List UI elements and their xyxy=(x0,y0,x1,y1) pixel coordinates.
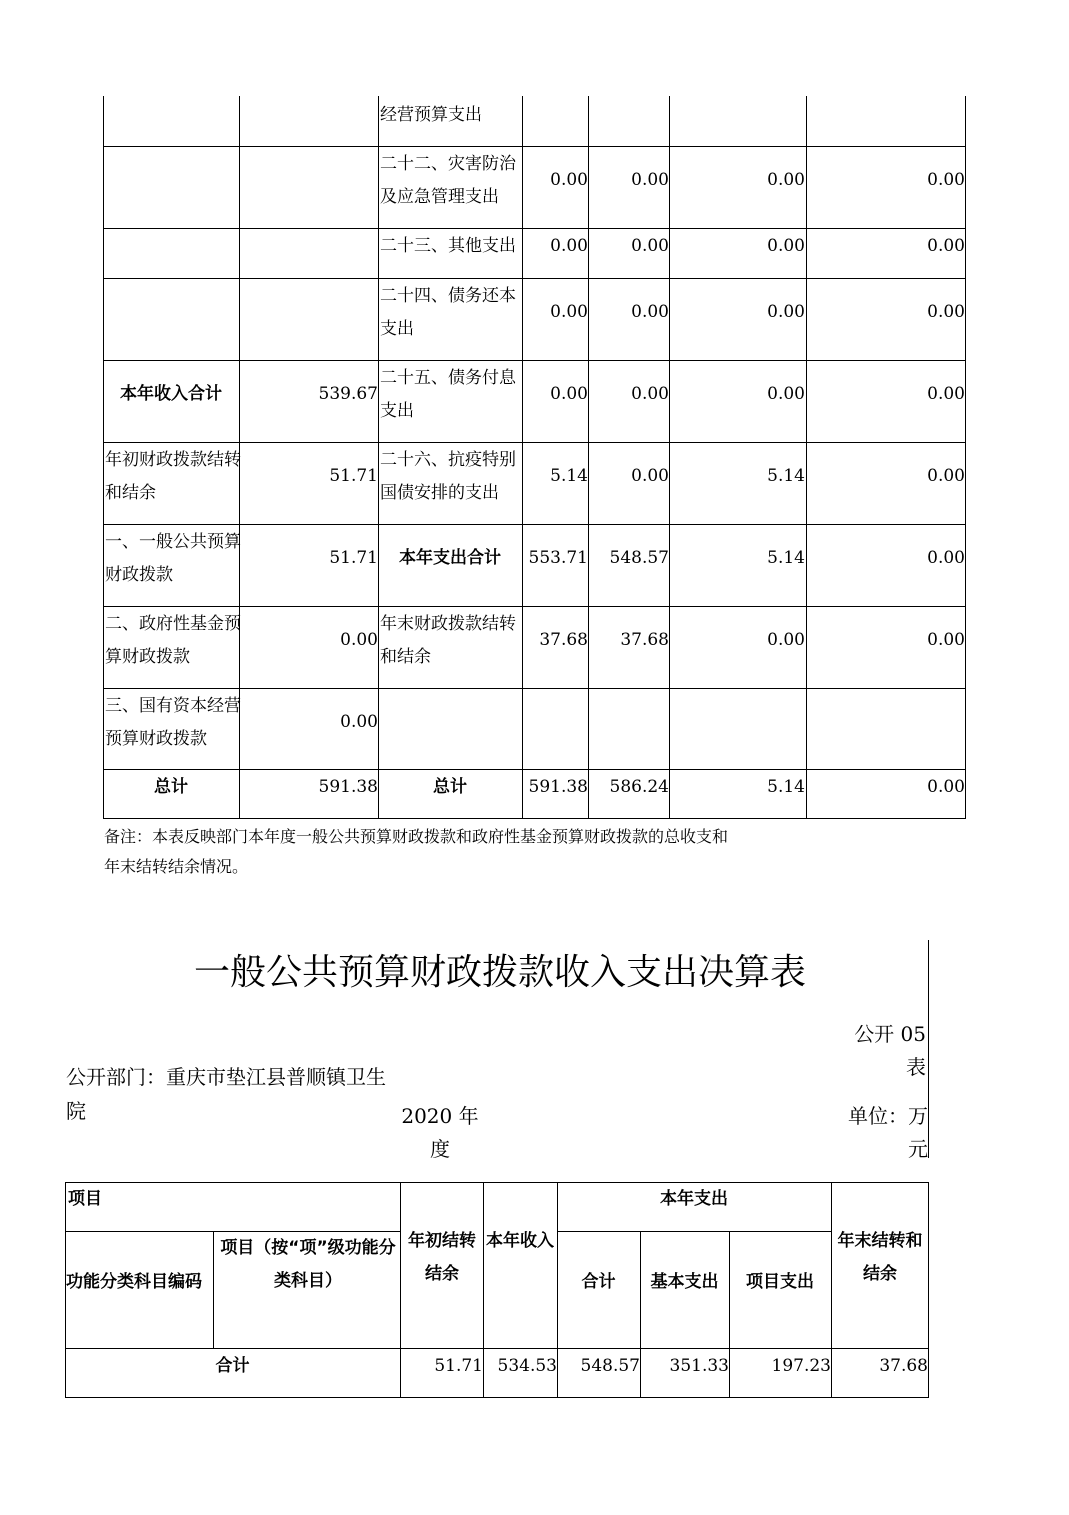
header-begin-balance: 年初结转结余 xyxy=(408,1231,476,1284)
table-cell-state: 0.00 xyxy=(927,170,965,190)
table-cell-total: 5.14 xyxy=(550,466,588,486)
table-cell-fund: 5.14 xyxy=(767,548,805,568)
table-cell-value: 51.71 xyxy=(329,466,378,486)
total-row-end: 37.68 xyxy=(879,1356,928,1376)
publishing-department: 公开部门：重庆市垫江县普顺镇卫生院 xyxy=(66,1065,386,1123)
right-margin-line xyxy=(928,940,929,1158)
header-expense-basic: 基本支出 xyxy=(650,1272,719,1292)
table-cell-state: 0.00 xyxy=(927,236,965,256)
page-title: 一般公共预算财政拨款收入支出决算表 xyxy=(193,952,806,993)
table-cell-total: 37.68 xyxy=(539,630,588,650)
table-cell-fund: 0.00 xyxy=(767,630,805,650)
table-cell-value: 0.00 xyxy=(340,630,378,650)
table-cell-value: 591.38 xyxy=(318,777,378,797)
total-row-begin: 51.71 xyxy=(434,1356,483,1376)
total-row-exp-basic: 351.33 xyxy=(669,1356,729,1376)
table-cell-item: 二十三、其他支出 xyxy=(380,236,516,256)
table-cell-total: 591.38 xyxy=(528,777,588,797)
table-cell-general: 0.00 xyxy=(631,302,669,322)
table-cell-item: 总计 xyxy=(433,777,467,797)
table-cell-general: 37.68 xyxy=(620,630,669,650)
header-expense: 本年支出 xyxy=(660,1189,728,1209)
table-cell-item: 二十六、抗疫特别国债安排的支出 xyxy=(380,450,516,503)
table-cell-state: 0.00 xyxy=(927,302,965,322)
table-cell-general: 0.00 xyxy=(631,236,669,256)
total-row-exp-total: 548.57 xyxy=(580,1356,640,1376)
table-cell-state: 0.00 xyxy=(927,466,965,486)
total-row-label: 合计 xyxy=(215,1356,250,1376)
table-cell-label: 一、一般公共预算财政拨款 xyxy=(105,532,241,585)
table-cell-label: 年初财政拨款结转和结余 xyxy=(105,450,241,503)
table-cell-total: 553.71 xyxy=(528,548,588,568)
table-cell-state: 0.00 xyxy=(927,548,965,568)
table-cell-item: 二十四、债务还本支出 xyxy=(380,286,516,339)
table-cell-item: 二十五、债务付息支出 xyxy=(380,368,516,421)
table-cell-item: 经营预算支出 xyxy=(380,105,482,125)
table-cell-item: 本年支出合计 xyxy=(399,548,501,568)
table-note xyxy=(104,822,728,882)
table-cell-value: 539.67 xyxy=(318,384,378,404)
table-cell-label: 本年收入合计 xyxy=(120,384,222,404)
header-func-code: 功能分类科目编码 xyxy=(66,1272,202,1292)
table-cell-fund: 0.00 xyxy=(767,236,805,256)
header-income: 本年收入 xyxy=(486,1231,554,1251)
table-cell-item: 年末财政拨款结转和结余 xyxy=(380,614,516,667)
table-cell-state: 0.00 xyxy=(927,630,965,650)
table-cell-label: 总计 xyxy=(154,777,188,797)
header-end-balance: 年末结转和结余 xyxy=(837,1231,923,1284)
header-item-name: 项目（按“项”级功能分类科目） xyxy=(220,1238,396,1291)
note-line-2: 年末结转结余情况。 xyxy=(104,857,249,876)
header-expense-project: 项目支出 xyxy=(746,1272,814,1292)
table-cell-state: 0.00 xyxy=(927,777,965,797)
header-item: 项目 xyxy=(68,1189,102,1209)
table-cell-general: 0.00 xyxy=(631,384,669,404)
table-cell-label: 三、国有资本经营预算财政拨款 xyxy=(105,696,241,749)
unit-label: 单位：万元 xyxy=(848,1104,928,1161)
total-row-income: 534.53 xyxy=(497,1356,557,1376)
table-cell-total: 0.00 xyxy=(550,302,588,322)
note-line-1: 备注：本表反映部门本年度一般公共预算财政拨款和政府性基金预算财政拨款的总收支和 xyxy=(104,827,729,846)
total-row-exp-project: 197.23 xyxy=(771,1356,831,1376)
table-cell-total: 0.00 xyxy=(550,236,588,256)
table-cell-state: 0.00 xyxy=(927,384,965,404)
table-cell-total: 0.00 xyxy=(550,170,588,190)
table-cell-total: 0.00 xyxy=(550,384,588,404)
table-code: 公开 05 表 xyxy=(854,1022,926,1079)
table-cell-fund: 0.00 xyxy=(767,384,805,404)
table-cell-label: 二、政府性基金预算财政拨款 xyxy=(105,614,241,667)
table-cell-general: 0.00 xyxy=(631,170,669,190)
table-cell-general: 0.00 xyxy=(631,466,669,486)
header-expense-total: 合计 xyxy=(581,1272,616,1292)
table-cell-fund: 0.00 xyxy=(767,302,805,322)
table-cell-general: 586.24 xyxy=(609,777,669,797)
table-cell-general: 548.57 xyxy=(609,548,669,568)
table-cell-value: 0.00 xyxy=(340,712,378,732)
table-cell-fund: 0.00 xyxy=(767,170,805,190)
table-cell-item: 二十二、灾害防治及应急管理支出 xyxy=(380,154,516,207)
table-cell-fund: 5.14 xyxy=(767,466,805,486)
table-cell-value: 51.71 xyxy=(329,548,378,568)
fiscal-year: 2020 年度 xyxy=(401,1104,479,1161)
table-cell-fund: 5.14 xyxy=(767,777,805,797)
